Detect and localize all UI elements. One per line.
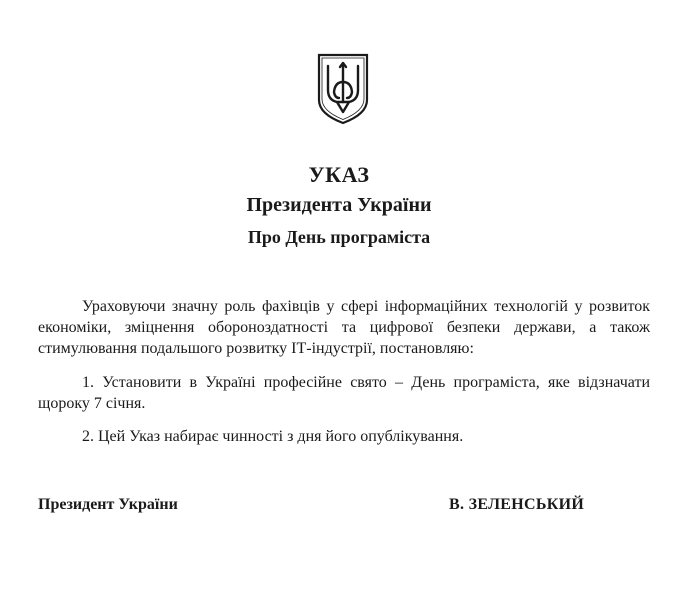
trident-emblem-icon	[315, 52, 371, 126]
decree-item-1: 1. Установити в Україні професійне свято – День програміста, яке відзначати щороку 7 січня.	[38, 374, 650, 412]
decree-preamble: Ураховуючи значну роль фахівців у сфері інформаційних технологій у розвиток економіки, зміцнення обороноздатності та цифрової безпеки держави, а також стимулювання подальшого розвитку ІТ-індустрії, постановляю:	[38, 298, 650, 357]
decree-topic: Про День програміста	[247, 227, 431, 247]
decree-item-2: 2. Цей Указ набирає чинності з дня його опублікування.	[82, 428, 464, 445]
signatory-name: В. ЗЕЛЕНСЬКИЙ	[449, 496, 585, 513]
decree-subtitle: Президента України	[246, 194, 432, 216]
signatory-position: Президент України	[38, 496, 178, 513]
decree-title: УКАЗ	[308, 162, 370, 187]
